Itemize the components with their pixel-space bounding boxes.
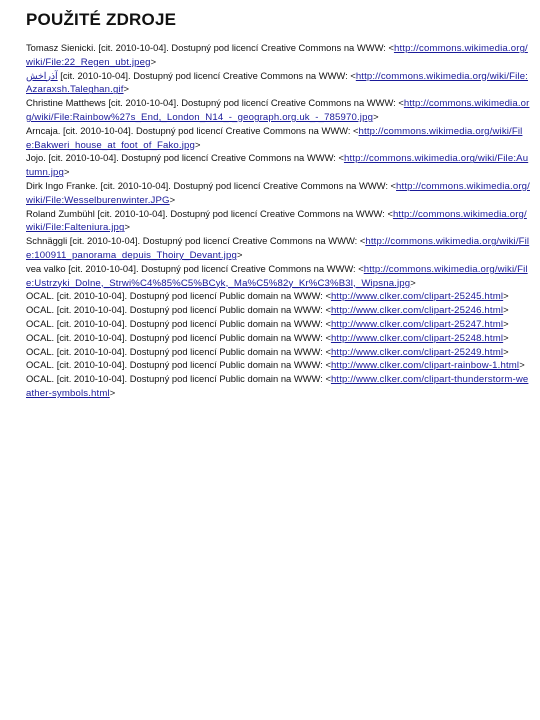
- reference-author: OCAL.: [26, 290, 55, 302]
- reference-entry: [26, 373, 530, 401]
- reference-text: [cit. 2010-10-04]. Dostupný pod licencí Creative Commons na WWW: <: [57, 69, 356, 81]
- reference-link[interactable]: http://commons.wikimedia.org/wiki/File:Rainbow%27s_End,_London_N14_-_geograph.org.uk_-_785970.jpg: [26, 98, 530, 123]
- reference-tail: >: [503, 304, 509, 316]
- reference-link[interactable]: http://www.clker.com/clipart-25246.html: [330, 305, 504, 317]
- reference-tail: >: [503, 317, 509, 329]
- reference-tail: >: [195, 138, 201, 150]
- reference-author: Dirk Ingo Franke.: [26, 179, 98, 191]
- reference-text: [cit. 2010-10-04]. Dostupný pod licencí Creative Commons na WWW: <: [95, 42, 394, 53]
- reference-text: [cit. 2010-10-04]. Dostupný pod licencí Public domain na WWW: <: [54, 304, 331, 316]
- reference-entry: [26, 332, 530, 346]
- reference-author: Christine Matthews: [26, 97, 106, 109]
- reference-text: [cit. 2010-10-04]. Dostupný pod licencí Public domain na WWW: <: [54, 317, 331, 329]
- reference-entry: [26, 125, 530, 153]
- reference-tail: >: [150, 55, 157, 67]
- reference-link[interactable]: http://commons.wikimedia.org/wiki/File:Wesselburenwinter.JPG: [26, 180, 530, 206]
- reference-link[interactable]: http://www.clker.com/clipart-25249.html: [330, 346, 504, 358]
- reference-link[interactable]: http://commons.wikimedia.org/wiki/File:Falteniura.jpg: [26, 208, 527, 234]
- reference-entry: [26, 208, 530, 236]
- reference-tail: >: [503, 331, 509, 343]
- reference-link[interactable]: http://www.clker.com/clipart-25248.html: [330, 332, 504, 344]
- reference-text: [cit. 2010-10-04]. Dostupný pod licencí Creative Commons na WWW: <: [45, 152, 344, 164]
- reference-link[interactable]: http://commons.wikimedia.org/wiki/File:Bakweri_house_at_foot_of_Fako.jpg: [26, 125, 523, 151]
- reference-link[interactable]: http://commons.wikimedia.org/wiki/File:100911_panorama_depuis_Thoiry_Devant.jpg: [26, 236, 530, 261]
- reference-link[interactable]: http://www.clker.com/clipart-rainbow-1.html: [330, 360, 520, 372]
- reference-author: OCAL.: [26, 345, 55, 357]
- reference-entry: [26, 359, 530, 373]
- page-title: POUŽITÉ ZDROJE: [26, 10, 177, 29]
- reference-tail: >: [64, 166, 70, 178]
- reference-tail: >: [373, 110, 379, 122]
- reference-entry: [26, 70, 530, 98]
- reference-text: [cit. 2010-10-04]. Dostupný pod licencí Creative Commons na WWW: <: [65, 262, 364, 274]
- reference-entry: [26, 42, 530, 70]
- reference-entry: [26, 180, 530, 208]
- reference-author: Jojo.: [26, 152, 46, 164]
- reference-link[interactable]: http://commons.wikimedia.org/wiki/File:Autumn.jpg: [26, 153, 529, 179]
- reference-entry: [26, 304, 530, 318]
- reference-entry: [26, 263, 530, 291]
- reference-author: ﺁﺫﺭﺍﺧﺶ: [26, 69, 58, 81]
- reference-text: [cit. 2010-10-04]. Dostupný pod licencí Creative Commons na WWW: <: [60, 124, 359, 136]
- reference-link[interactable]: http://commons.wikimedia.org/wiki/File:Ustrzyki_Dolne,_Strwi%C4%85%C5%BCyk,_Ma%C5%82y_Kr%C3%B3l,_Wipsna.jpg: [26, 263, 528, 289]
- reference-author: Arncaja.: [26, 124, 61, 136]
- reference-link[interactable]: http://www.clker.com/clipart-thunderstorm-weather-symbols.html: [26, 374, 529, 399]
- reference-tail: >: [124, 221, 130, 233]
- reference-text: [cit. 2010-10-04]. Dostupný pod licencí Public domain na WWW: <: [54, 359, 331, 371]
- reference-tail: >: [410, 276, 416, 288]
- reference-entry: [26, 152, 530, 180]
- reference-author: OCAL.: [26, 373, 55, 385]
- reference-entry: [26, 346, 530, 360]
- reference-author: OCAL.: [26, 359, 55, 371]
- reference-text: [cit. 2010-10-04]. Dostupný pod licencí Public domain na WWW: <: [54, 331, 331, 343]
- reference-text: [cit. 2010-10-04]. Dostupný pod licencí Public domain na WWW: <: [54, 345, 331, 357]
- reference-link[interactable]: http://www.clker.com/clipart-25245.html: [330, 291, 504, 303]
- reference-entry: [26, 235, 530, 263]
- reference-text: [cit. 2010-10-04]. Dostupný pod licencí Creative Commons na WWW: <: [97, 179, 397, 191]
- reference-text: [cit. 2010-10-04]. Dostupný pod licencí Creative Commons na WWW: <: [94, 207, 393, 219]
- reference-tail: >: [123, 83, 130, 95]
- reference-tail: >: [503, 290, 509, 302]
- reference-entry: [26, 290, 530, 304]
- reference-link[interactable]: http://www.clker.com/clipart-25247.html: [330, 318, 504, 330]
- reference-tail: >: [236, 248, 243, 260]
- reference-tail: >: [109, 386, 116, 398]
- reference-author: vea valko: [26, 262, 66, 274]
- reference-link[interactable]: http://commons.wikimedia.org/wiki/File:22_Regen_ubt.jpeg: [26, 43, 528, 68]
- document-page: [26, 10, 530, 401]
- reference-author: Roland Zumbühl: [26, 207, 95, 219]
- reference-list: [26, 42, 530, 401]
- reference-author: OCAL.: [26, 304, 55, 316]
- reference-author: OCAL.: [26, 331, 55, 343]
- reference-author: Schnäggli: [26, 235, 68, 247]
- reference-tail: >: [503, 345, 509, 357]
- reference-entry: [26, 318, 530, 332]
- reference-tail: >: [519, 359, 525, 371]
- reference-author: Tomasz Sienicki.: [26, 42, 96, 53]
- reference-tail: >: [169, 193, 176, 205]
- reference-text: [cit. 2010-10-04]. Dostupný pod licencí Public domain na WWW: <: [54, 373, 331, 385]
- reference-text: [cit. 2010-10-04]. Dostupný pod licencí Creative Commons na WWW: <: [105, 97, 404, 109]
- reference-entry: [26, 97, 530, 125]
- reference-text: [cit. 2010-10-04]. Dostupný pod licencí Creative Commons na WWW: <: [67, 235, 366, 247]
- reference-text: [cit. 2010-10-04]. Dostupný pod licencí Public domain na WWW: <: [54, 290, 331, 302]
- reference-author: OCAL.: [26, 317, 55, 329]
- reference-link[interactable]: http://commons.wikimedia.org/wiki/File:Azaraxsh.Taleghan.gif: [26, 70, 529, 96]
